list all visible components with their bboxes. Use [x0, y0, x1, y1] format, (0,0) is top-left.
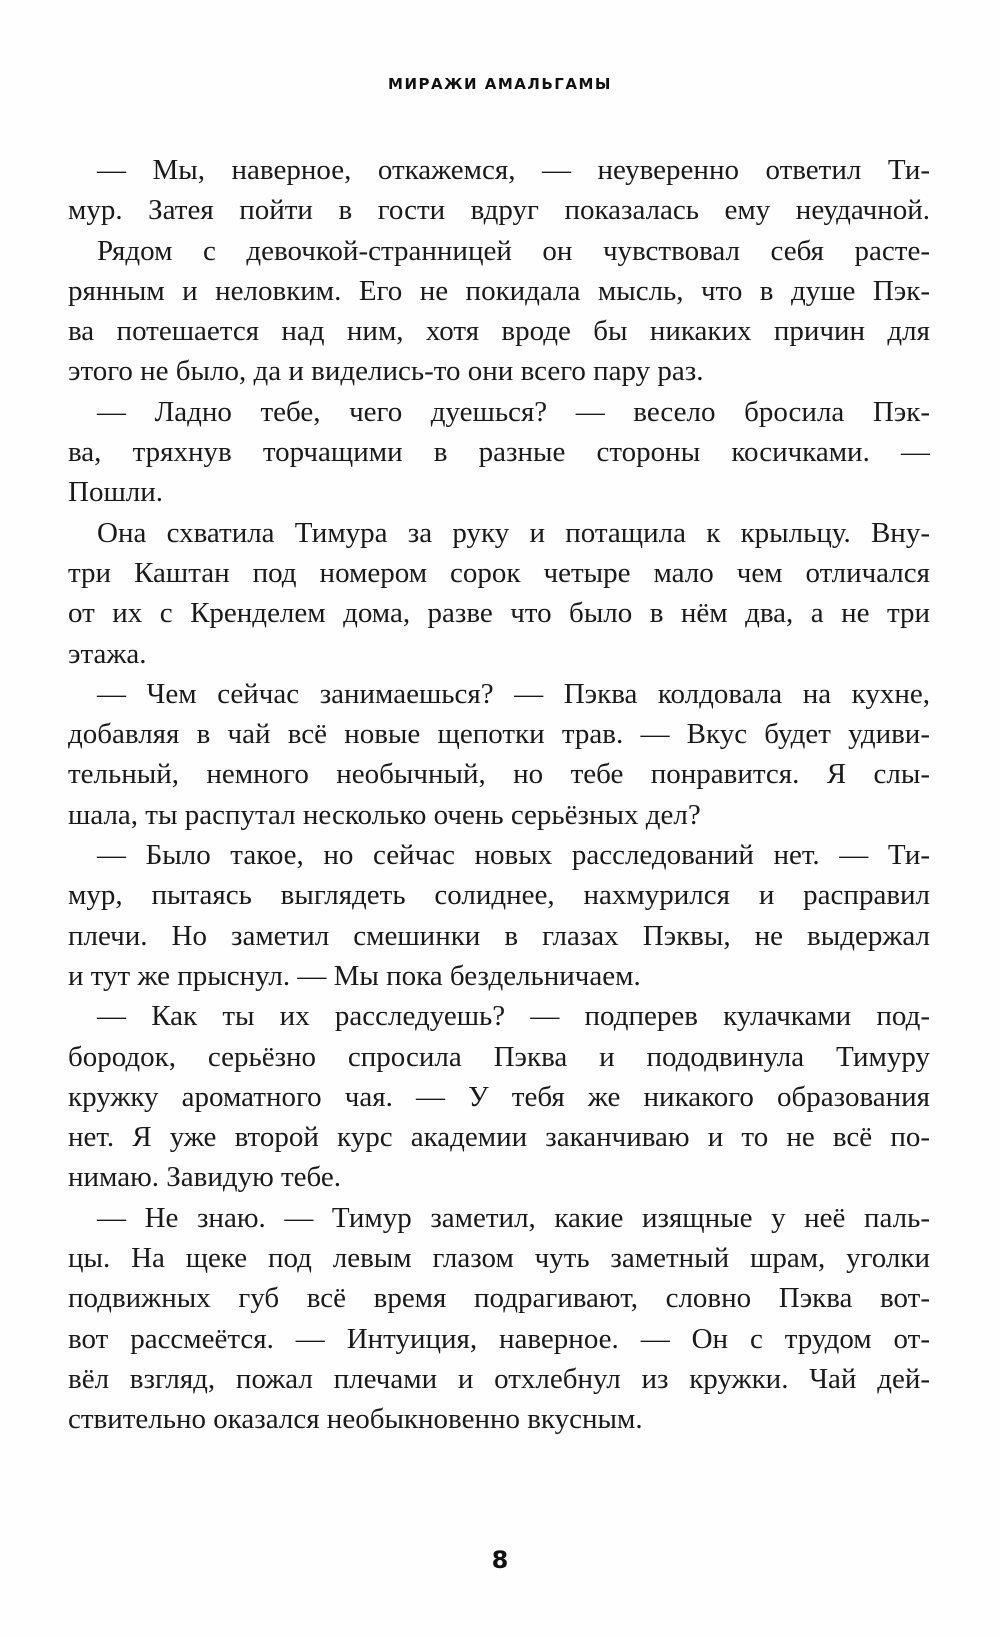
body-text: [68, 150, 930, 1440]
text-line: ва потешается над ним, хотя вроде бы никаких причин для: [68, 315, 930, 348]
text-line: — Было такое, но сейчас новых расследований нет. — Ти-: [97, 839, 930, 872]
text-line: Она схватила Тимура за руку и потащила к крыльцу. Вну-: [97, 516, 930, 549]
text-line: плечи. Но заметил смешинки в глазах Пэквы, не выдержал: [68, 919, 930, 952]
text-line: вот рассмеётся. — Интуиция, наверное. — Он с трудом от-: [68, 1322, 930, 1355]
text-line: этого не было, да и виделись-то они всего пару раз.: [68, 355, 704, 388]
text-line: нет. Я уже второй курс академии заканчиваю и то не всё по-: [68, 1121, 930, 1154]
text-line: бородок, серьёзно спросила Пэква и пододвинула Тимуру: [68, 1040, 930, 1073]
text-line: рянным и неловким. Его не покидала мысль, что в душе Пэк-: [68, 274, 930, 307]
text-line: мур. Затея пойти в гости вдруг показалась ему неудачной.: [68, 194, 930, 227]
text-line: и тут же прыснул. — Мы пока бездельничаем.: [68, 959, 641, 992]
text-line: вёл взгляд, пожал плечами и отхлебнул из кружки. Чай дей-: [68, 1362, 930, 1395]
text-line: тельный, немного необычный, но тебе понравится. Я слы-: [68, 758, 930, 791]
text-line: Пошли.: [68, 476, 164, 509]
text-line: ствительно оказался необыкновенно вкусным.: [68, 1403, 643, 1436]
text-line: кружку ароматного чая. — У тебя же никакого образования: [68, 1080, 930, 1113]
text-line: ва, тряхнув торчащими в разные стороны косичками. —: [68, 436, 930, 469]
text-line: — Чем сейчас занимаешься? — Пэква колдовала на кухне,: [97, 677, 930, 710]
text-line: от их с Кренделем дома, разве что было в нём два, а не три: [68, 597, 930, 630]
text-line: мур, пытаясь выглядеть солиднее, нахмурился и расправил: [68, 879, 930, 912]
text-line: подвижных губ всё время подрагивают, словно Пэква вот-: [68, 1282, 930, 1315]
running-head: МИРАЖИ АМАЛЬГАМЫ: [388, 75, 612, 93]
text-line: шала, ты распутал несколько очень серьёзных дел?: [68, 798, 701, 831]
text-line: цы. На щеке под левым глазом чуть заметный шрам, уголки: [68, 1242, 930, 1275]
text-line: нимаю. Завидую тебе.: [68, 1161, 342, 1194]
text-line: — Не знаю. — Тимур заметил, какие изящные у неё паль-: [97, 1201, 930, 1234]
text-line: Рядом с девочкой-странницей он чувствовал себя расте-: [97, 234, 930, 267]
text-line: три Каштан под номером сорок четыре мало чем отличался: [68, 556, 930, 589]
text-line: добавляя в чай всё новые щепотки трав. — Вкус будет удиви-: [68, 718, 930, 751]
text-line: — Как ты их расследуешь? — подперев кулачками под-: [97, 1000, 930, 1033]
page-number: 8: [491, 1546, 509, 1574]
text-line: — Ладно тебе, чего дуешься? — весело бросила Пэк-: [97, 395, 930, 428]
text-line: — Мы, наверное, откажемся, — неуверенно ответил Ти-: [97, 154, 930, 186]
text-line: этажа.: [68, 637, 147, 670]
